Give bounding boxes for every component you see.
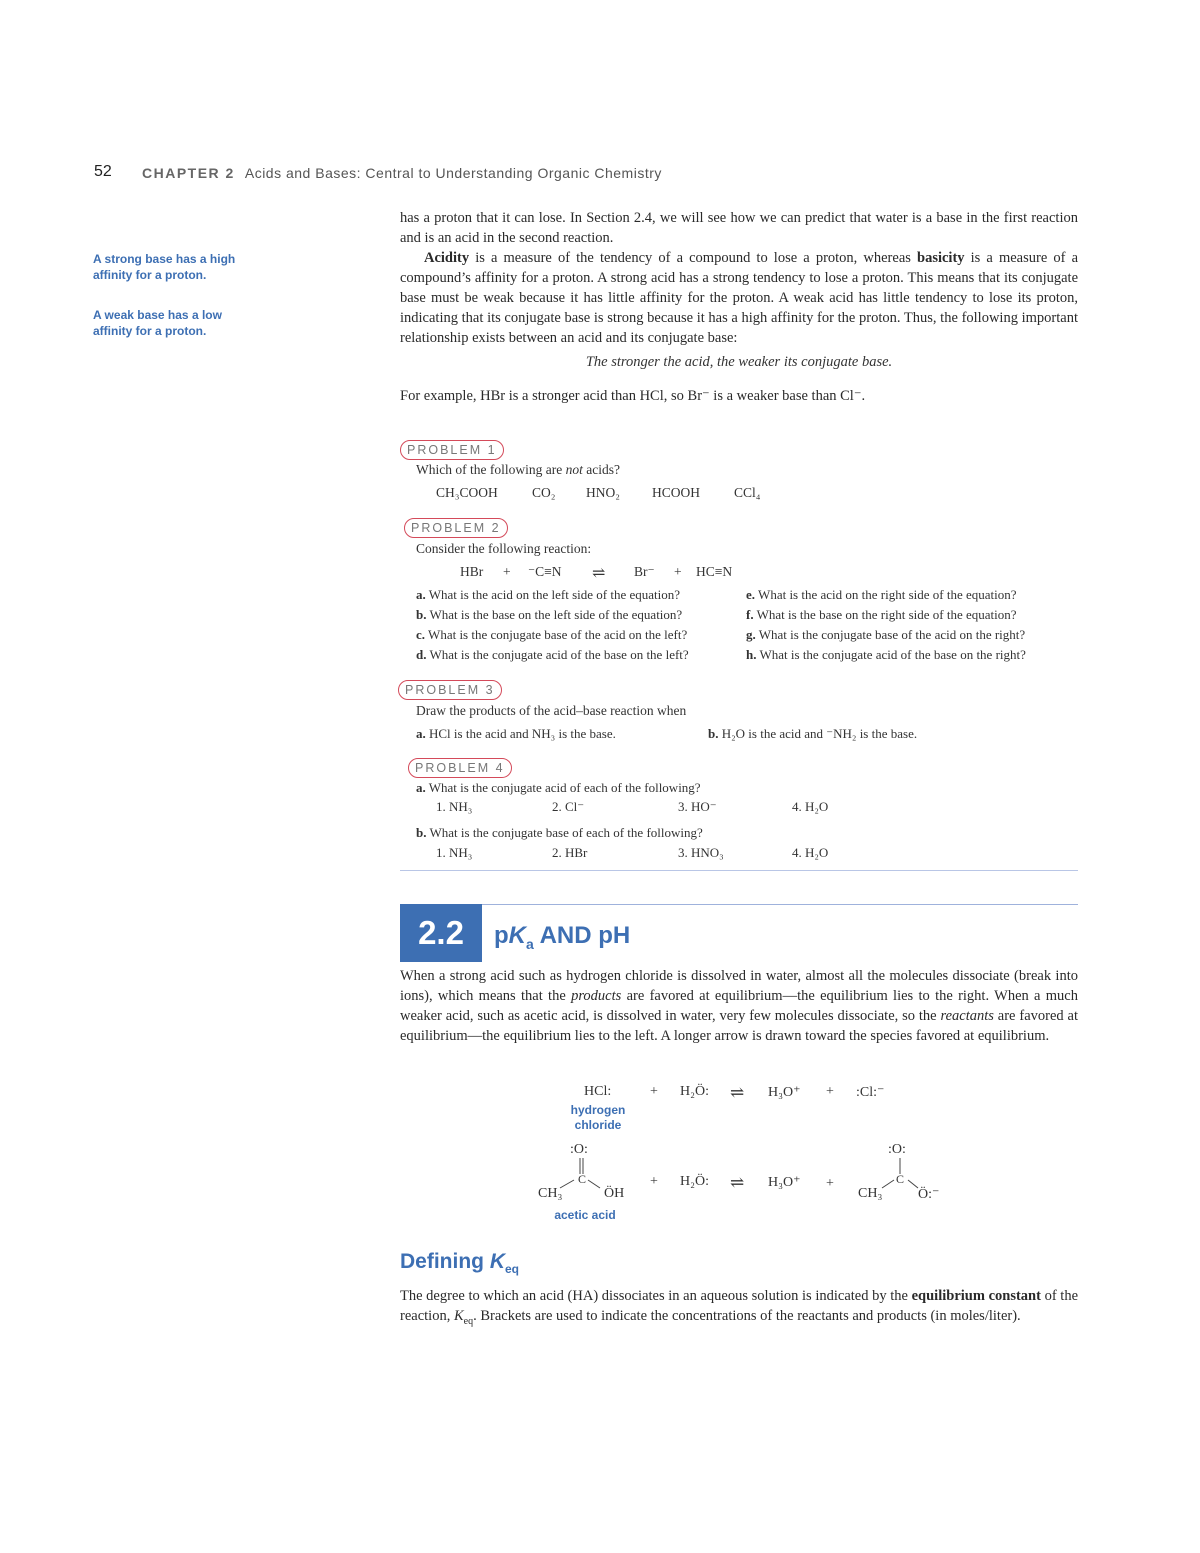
problem-1-item: HNO₂	[586, 485, 620, 500]
problem-1-item: CO₂	[532, 485, 556, 500]
title-rest: AND pH	[533, 922, 631, 949]
divider	[482, 904, 1078, 905]
problem-3-part-b	[708, 726, 917, 742]
term-equilibrium-constant: equilibrium constant	[911, 1288, 1041, 1304]
part-letter: a.	[416, 780, 426, 795]
subtitle-text: Defining	[400, 1250, 490, 1273]
subsection-paragraph	[400, 1286, 1078, 1332]
margin-note-strong-base: A strong base has a high affinity for a proton.	[93, 252, 236, 282]
part-letter: b.	[416, 607, 427, 622]
para-c: . Brackets are used to indicate the concentrations of the reactants and products (in moles/liter).	[473, 1308, 1021, 1324]
part-text: What is the base on the left side of the equation?	[429, 607, 683, 622]
reaction-1-arrow: ⇌	[730, 1083, 745, 1102]
para-em-products: products	[571, 988, 622, 1004]
part-text: What is the acid on the left side of the equation?	[428, 587, 681, 602]
acid-hydroxyl: ÖH	[604, 1186, 625, 1201]
problem-1-item: HCOOH	[652, 485, 701, 500]
part-text: HCl is the acid and NH₃ is the base.	[429, 726, 616, 741]
p1-q-a: Which of the following are	[416, 462, 566, 477]
problem-4-item: 3. HO⁻	[678, 799, 717, 814]
para-c: are favored at equilibrium—the equilibrium lies to the left. A longer arrow is drawn toward the species favored at equilibrium.	[400, 1008, 1078, 1044]
intro-text	[400, 208, 1078, 348]
chapter-label: CHAPTER 2	[142, 165, 235, 181]
part-letter: f.	[746, 607, 754, 622]
p1-q-b: acids?	[582, 462, 620, 477]
key-relationship: The stronger the acid, the weaker its conjugate base.	[585, 354, 893, 370]
problem-4-part-a	[416, 780, 701, 796]
reaction-2-arrow: ⇌	[730, 1173, 745, 1192]
part-text: H₂O is the acid and ⁻NH₂ is the base.	[721, 726, 918, 741]
equation-term: HBr	[460, 564, 484, 579]
problem-4-label: PROBLEM 4	[408, 758, 512, 778]
para-b: are favored at equilibrium—the equilibrium lies to the right. When a much weaker acid, such as acetic acid, is dissolved in water, very few molecules dissociate, so the	[400, 988, 1078, 1024]
label-hydrogen-chloride: hydrogen chloride	[570, 1103, 626, 1132]
para-a: The degree to which an acid (HA) dissociates in an aqueous solution is indicated by the	[400, 1288, 912, 1304]
single-bond	[882, 1180, 894, 1188]
part-text: What is the conjugate acid of each of the following?	[428, 780, 701, 795]
problem-4-item: 2. Cl⁻	[552, 799, 585, 814]
para-a: When a strong acid such as hydrogen chloride is dissolved in water, almost all the molecules dissociate (break into ions), which means that the	[400, 968, 1078, 1004]
section-number-box: 2.2	[400, 904, 482, 962]
problem-1-item: CH₃COOH	[436, 485, 498, 500]
chapter-header	[142, 165, 662, 181]
acetate-carbon: C	[896, 1172, 905, 1186]
part-letter: a.	[416, 726, 426, 741]
acid-carbonyl-o: :O:	[570, 1142, 588, 1157]
subtitle-k: K	[489, 1250, 505, 1273]
part-text: What is the conjugate acid of the base on the left?	[429, 647, 689, 662]
problem-3-question: Draw the products of the acid–base reaction when	[416, 703, 687, 718]
part-text: What is the conjugate acid of the base on the right?	[759, 647, 1026, 662]
single-bond	[908, 1180, 918, 1188]
reaction-1-hydronium: H₃O⁺	[768, 1085, 801, 1100]
p1-q-em: not	[565, 462, 583, 477]
problem-3-part-a	[416, 726, 616, 742]
reaction-1-water: H₂Ö:	[680, 1084, 709, 1099]
part-letter: a.	[416, 587, 426, 602]
acid-methyl: CH₃	[538, 1186, 563, 1201]
problem-4-item: 4. H₂O	[792, 799, 829, 814]
p2-text-a: is a measure of the tendency of a compound to lose a proton, whereas	[469, 250, 918, 266]
problem-2-part	[746, 607, 1017, 623]
part-text: What is the conjugate base of the acid on the right?	[758, 627, 1026, 642]
part-text: What is the conjugate base of the acid on the left?	[428, 627, 688, 642]
reaction-2-hydronium: H₃O⁺	[768, 1175, 801, 1190]
reaction-2-plus: +	[826, 1176, 834, 1191]
margin-note-weak-base: A weak base has a low affinity for a proton.	[93, 308, 222, 338]
acetate-methyl: CH₃	[858, 1186, 883, 1201]
subtitle-sub: eq	[505, 1262, 520, 1277]
reaction-2-plus: +	[650, 1174, 658, 1189]
problem-2-part	[746, 627, 1025, 643]
part-text: What is the conjugate base of each of the following?	[429, 825, 703, 840]
equation-term: Br⁻	[634, 564, 655, 579]
page-number: 52	[94, 163, 112, 180]
problem-4-item: 3. HNO₃	[678, 845, 724, 860]
part-letter: b.	[416, 825, 427, 840]
equation-term: ⁻C≡N	[528, 564, 562, 579]
problem-2-part	[416, 587, 680, 603]
equation-term: +	[503, 564, 511, 579]
part-letter: e.	[746, 587, 756, 602]
problem-1-question	[416, 462, 620, 478]
title-p: p	[494, 922, 509, 949]
problem-2-part	[416, 647, 689, 663]
label-acetic-acid: acetic acid	[554, 1208, 616, 1222]
problem-2-question: Consider the following reaction:	[416, 541, 592, 556]
p2-text-b: is a measure of a compound’s affinity for a proton. A strong acid has a strong tendency to lose a proton. This means that its conjugate base must be weak because it has little affinity for the proton. A weak acid has little tendency to lose its proton, indicating that its conjugate base is strong because it has a high affinity for the proton. Thus, the following important relationship exists between an acid and its conjugate base:	[400, 250, 1078, 346]
problem-1-item: CCl₄	[734, 485, 761, 500]
title-sub: a	[526, 935, 534, 952]
problem-3-label: PROBLEM 3	[398, 680, 502, 700]
part-text: What is the base on the right side of the equation?	[756, 607, 1017, 622]
reaction-1-hcl: HCl:	[584, 1084, 612, 1099]
section-title	[494, 922, 630, 952]
problem-2-part	[746, 647, 1026, 663]
part-letter: h.	[746, 647, 757, 662]
problem-2-part	[746, 587, 1017, 603]
acetate-carbonyl-o: :O:	[888, 1142, 906, 1157]
para-k: K	[453, 1308, 464, 1324]
problem-4-item: 1. NH₃	[436, 799, 473, 814]
term-basicity: basicity	[917, 250, 965, 266]
title-k: K	[508, 922, 527, 949]
problem-4-item: 1. NH₃	[436, 845, 473, 860]
intro-paragraph-1: has a proton that it can lose. In Section 2.4, we will see how we can predict that water is a base in the first reaction and is an acid in the second reaction.	[400, 210, 1078, 246]
reaction-1-plus: +	[826, 1084, 834, 1099]
problem-2-label: PROBLEM 2	[404, 518, 508, 538]
example-text: For example, HBr is a stronger acid than HCl, so Br⁻ is a weaker base than Cl⁻.	[400, 388, 866, 404]
problem-4-part-b	[416, 825, 703, 841]
divider	[400, 870, 1078, 871]
part-letter: c.	[416, 627, 426, 642]
reaction-1-plus: +	[650, 1084, 658, 1099]
part-letter: b.	[708, 726, 719, 741]
acid-carbon: C	[578, 1172, 587, 1186]
intro-paragraph-2	[400, 248, 1078, 348]
problem-4-item: 4. H₂O	[792, 845, 829, 860]
part-letter: g.	[746, 627, 756, 642]
chapter-title: Acids and Bases: Central to Understanding Organic Chemistry	[244, 165, 662, 181]
problem-2-part	[416, 607, 682, 623]
para-b: of the reaction,	[400, 1288, 1079, 1324]
problem-2-part	[416, 627, 687, 643]
part-letter: d.	[416, 647, 427, 662]
part-text: What is the acid on the right side of the equation?	[758, 587, 1017, 602]
equation-term: +	[674, 564, 682, 579]
problem-4-item: 2. HBr	[552, 845, 588, 860]
equilibrium-arrow: ⇌	[592, 565, 606, 582]
acetate-oxygen: Ö:⁻	[918, 1187, 940, 1202]
equation-term: HC≡N	[696, 564, 733, 579]
section-paragraph	[400, 966, 1078, 1046]
reaction-1-chloride: :Cl:⁻	[856, 1085, 885, 1100]
problem-1-label: PROBLEM 1	[400, 440, 504, 460]
reaction-2-water: H₂Ö:	[680, 1174, 709, 1189]
single-bond	[588, 1180, 600, 1188]
term-acidity: Acidity	[424, 250, 470, 266]
subsection-title	[400, 1250, 519, 1276]
para-ksub: eq	[463, 1315, 474, 1327]
para-em-reactants: reactants	[940, 1008, 994, 1024]
